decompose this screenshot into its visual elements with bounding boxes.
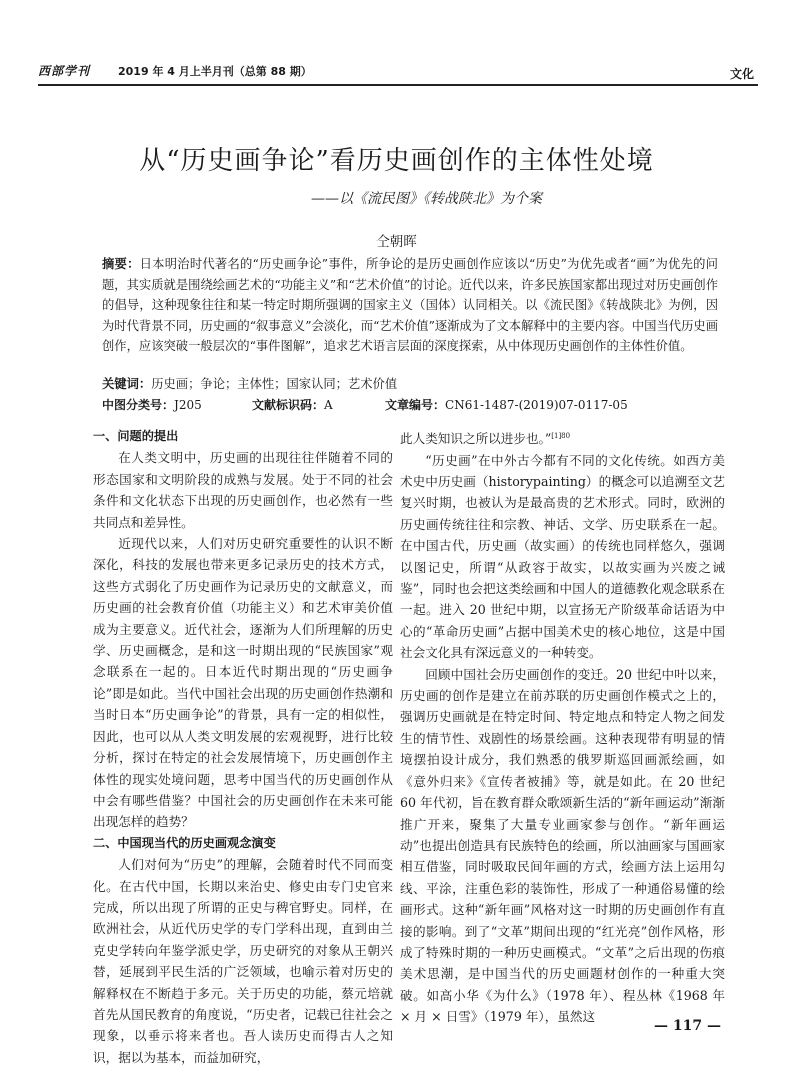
paragraph-continuation: 此人类知识之所以进步也。”$^{[1]80}$: [400, 431, 571, 447]
paragraph: “历史画”在中外古今都有不同的文化传统。如西方美术史中历史画（historypainting）的概念可以追溯至文艺复兴时期，也被认为是最高贵的艺术形式。同时，欧洲的历史画传统往往和宗教、神话、文学、历史联系在一起。在中国古代，历史画（故实画）的传统也同样悠久，强调以图记史，所谓“从政容于故实，以故实画为兴废之诫鉴”，同时也会把这类绘画和中国人的道德教化观念联系在一起。进入 20 世纪中期，以宣扬无产阶级革命话语为中心的“革命历史画”占据中国美术史的核心地位，这是中国社会文化具有深远意义的一种转变。: [400, 452, 725, 661]
keywords-text: 历史画；争论；主体性；国家认同；艺术价值: [151, 377, 398, 391]
keywords-label: 关键词：: [102, 377, 152, 391]
paragraph: 人们对何为“历史”的理解，会随着时代不同而变化。在古代中国，长期以来治史、修史由专门史官来完成，所以出现了所谓的正史与稗官野史。同样，在欧洲社会，从近代历史学的专门学科出现，直到由兰克史学转向年鉴学派史学，历史研究的对象从王朝兴替，延展到平民生活的广泛领域，也喻示着对历史的解释权在不断趋于多元。关于历史的功能，蔡元培就首先从国民教育的角度说，“历史者，记载已往社会之现象，以垂示将来者也。吾人读历史而得古人之知识，据以为基本，而益加研究，: [93, 857, 393, 1065]
abstract-text: 日本明治时代著名的“历史画争论”事件，所争论的是历史画创作应该以“历史”为优先或者“画”为优先的问题，其实质就是围绕绘画艺术的“功能主义”和“艺术价值”的讨论。近代以来，许多民族国家都出现过对历史画创作的倡导，这种现象往往和某一特定时期所强调的国家主义（国体）认同相关。以《流民图》《转战陕北》为例，因为时代背景不同，历史画的“叙事意义”会淡化，而“艺术价值”逐渐成为了文本解释中的主要内容。中国当代历史画创作，应该突破一般层次的“事件图解”，追求艺术语言层面的深度探索，从中体现历史画创作的主体性价值。: [102, 257, 718, 353]
article-title: 从“历史画争论”看历史画创作的主体性处境: [139, 146, 654, 176]
journal-logo: 西部学刊: [38, 64, 91, 78]
paragraph: 回顾中国社会历史画创作的变迁。20 世纪中叶以来，历史画的创作是建立在前苏联的历史画创作模式之上的，强调历史画就是在特定时间、特定地点和特定人物之间发生的情节性、戏剧性的场景绘画。这种表现带有明显的情境摆拍设计成分，我们熟悉的俄罗斯巡回画派绘画，如《意外归来》《宣传者被捕》等，就是如此。在 20 世纪 60 年代初，旨在教育群众歌颂新生活的“新年画运动”渐渐推广开来，聚集了大量专业画家参与创作。“新年画运动”也提出创造具有民族特色的绘画，所以油画家与国画家相互借鉴，同时吸取民间年画的方式，绘画方法上运用勾线、平涂，注重色彩的装饰性，形成了一种通俗易懂的绘画形式。这种“新年画”风格对这一时期的历史画创作有直接的影响。到了“文革”期间出现的“红光亮”创作风格，形成了特殊时期的一种历史画模式。“文革”之后出现的伤痕美术思潮，是中国当代的历史画题材创作的一种重大突破。如高小华《为什么》（1978 年）、程丛林《1968 年 × 月 × 日雪》（1979 年），虽然这: [400, 666, 725, 1025]
clc-number: 中图分类号：J205: [102, 398, 202, 412]
paragraph: 在人类文明中，历史画的出现往往伴随着不同的形态国家和文明阶段的成熟与发展。处于不同的社会条件和文化状态下出现的历史画创作，也必然有一些共同点和差异性。: [93, 450, 393, 530]
keywords: [102, 374, 397, 392]
paragraph: 近现代以来，人们对历史研究重要性的认识不断深化，科技的发展也带来更多记录历史的技术方式，这些方式弱化了历史画作为记录历史的文献意义，而历史画的社会教育价值（功能主义）和艺术审美价值成为主要意义。近代社会，逐渐为人们所理解的历史学、历史画概念，是和这一时期出现的“民族国家”观念联系在一起的。日本近代时期出现的“历史画争论”即是如此。当代中国社会出现的历史画创作热潮和当时日本“历史画争论”的背景，具有一定的相似性，因此，也可以从人类文明发展的宏观视野，进行比较分析，探讨在特定的社会发展情境下，历史画创作主体性的现实处境问题，思考中国当代的历史画创作从中会有哪些借鉴？中国社会的历史画创作在未来可能出现怎样的趋势？: [93, 536, 393, 830]
page-number: — 117 —: [654, 1018, 721, 1034]
article-subtitle: ——以《流民图》《转战陕北》为个案: [311, 191, 542, 207]
running-header: [38, 56, 756, 82]
document-code: 文献标识码：A: [252, 398, 333, 412]
section-heading-1: 一、问题的提出: [93, 429, 179, 443]
header-rule: [38, 84, 758, 86]
abstract: [102, 254, 718, 357]
citation-marker: [1]80: [551, 432, 571, 440]
abstract-label: 摘要：: [102, 257, 140, 271]
right-column: [400, 426, 725, 1028]
journal-issue-info: 2019 年 4 月上半月刊（总第 88 期）: [118, 65, 312, 78]
author-name: 仝朝晖: [376, 234, 417, 250]
section-heading-2: 二、中国现当代的历史画观念演变: [93, 835, 276, 850]
article-number: 文章编号：CN61-1487-(2019)07-0117-05: [385, 398, 628, 412]
section-tag: 文化: [729, 67, 754, 81]
left-column: [93, 426, 393, 1068]
